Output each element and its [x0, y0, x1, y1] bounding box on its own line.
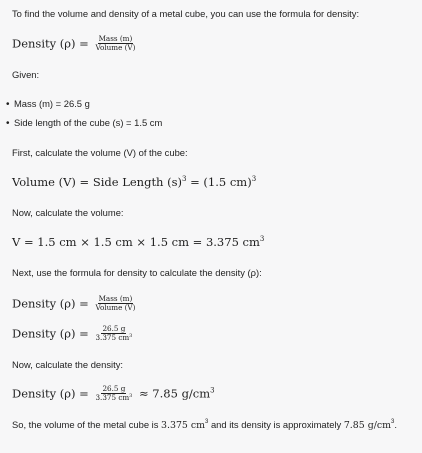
given-label: Given:	[12, 69, 40, 80]
step-density-calc-intro: Now, calculate the density:	[12, 359, 123, 370]
bullet-icon: •	[6, 118, 10, 129]
density-substitution-lhs: Density (ρ) =	[12, 326, 93, 341]
conclusion-post: .	[394, 419, 397, 430]
density-formula	[12, 36, 138, 53]
volume-formula	[12, 175, 256, 189]
exponent: 3	[391, 419, 395, 425]
exponent: 3	[210, 386, 215, 395]
fraction-numerator: Mass (m)	[98, 294, 133, 303]
density-formula-repeat	[12, 296, 138, 313]
step-volume-intro: First, calculate the volume (V) of the cube:	[12, 147, 188, 158]
fraction-denominator	[94, 334, 133, 342]
density-result	[12, 386, 215, 403]
fraction-numerator: 26.5 g	[102, 384, 126, 393]
given-item-side-length	[6, 117, 162, 130]
exponent: 3	[259, 235, 265, 243]
fraction-numerator: Mass (m)	[98, 34, 133, 43]
bullet-icon: •	[6, 99, 10, 110]
density-result-fraction	[94, 385, 133, 402]
intro-text: To find the volume and density of a metal cube, you can use the formula for density:	[12, 8, 360, 19]
exponent: 3	[182, 175, 187, 183]
denominator-value: 3.375 cm	[95, 333, 130, 342]
given-item-label: Mass (m) = 26.5 g	[14, 98, 90, 109]
density-fraction	[94, 35, 136, 52]
given-item-mass	[6, 98, 90, 111]
denominator-value: 3.375 cm	[95, 393, 130, 402]
conclusion-text	[12, 419, 397, 432]
conclusion-mid: and its density is approximately	[208, 419, 344, 430]
density-formula-lhs: Density (ρ) =	[12, 296, 93, 311]
exponent: 3	[129, 393, 133, 399]
exponent: 3	[129, 333, 133, 339]
density-substitution-fraction	[94, 325, 133, 342]
density-result-approx: ≈ 7.85 g/cm	[135, 386, 211, 401]
volume-formula-lhs: Volume (V) = Side Length (s)	[12, 175, 182, 189]
fraction-denominator: Volume (V)	[95, 43, 136, 52]
density-formula-lhs: Density (ρ) =	[12, 36, 93, 51]
volume-calculation-text: V = 1.5 cm × 1.5 cm × 1.5 cm = 3.375 cm	[12, 235, 260, 249]
density-fraction	[94, 295, 136, 312]
step-density-intro: Next, use the formula for density to calculate the density (ρ):	[12, 267, 262, 278]
fraction-denominator	[94, 394, 133, 402]
density-result-lhs: Density (ρ) =	[12, 386, 93, 401]
exponent: 3	[251, 175, 257, 183]
volume-calculation	[12, 235, 264, 249]
step-volume-calc-intro: Now, calculate the volume:	[12, 207, 124, 218]
given-item-label: Side length of the cube (s) = 1.5 cm	[14, 117, 163, 128]
conclusion-pre: So, the volume of the metal cube is	[12, 419, 162, 430]
exponent: 3	[205, 419, 209, 425]
density-substitution	[12, 326, 135, 343]
conclusion-volume: 3.375 cm	[161, 420, 206, 431]
conclusion-density: 7.85 g/cm	[343, 420, 391, 431]
fraction-numerator: 26.5 g	[102, 324, 126, 333]
volume-formula-rhs: = (1.5 cm)	[186, 175, 252, 189]
fraction-denominator: Volume (V)	[95, 303, 136, 312]
